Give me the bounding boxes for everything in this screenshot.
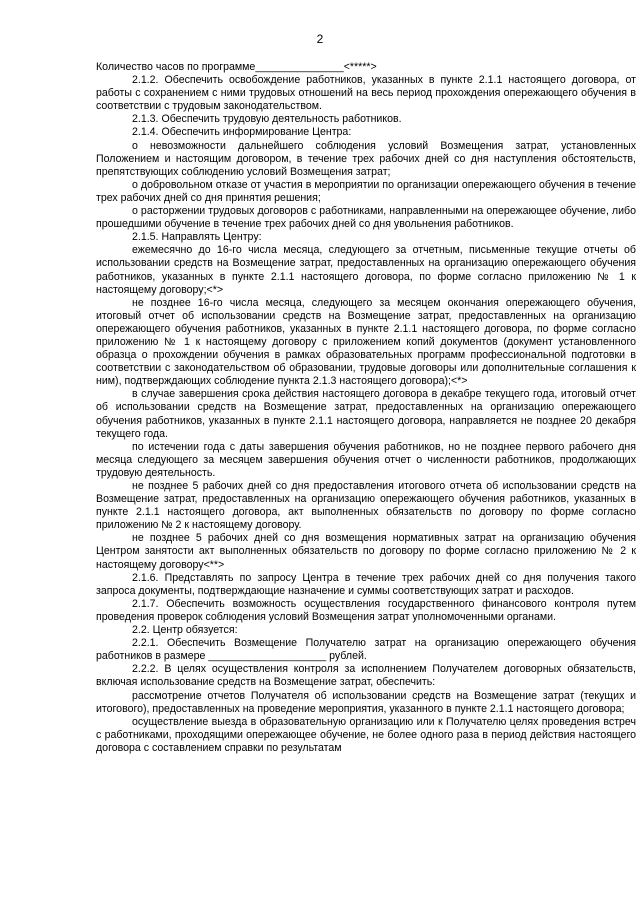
paragraph: по истечении года с даты завершения обучения работников, но не позднее первого рабочего дня месяца следующего за месяцем завершения обучения отчет о численности работников, продолжающих трудовую деятельность. [96, 440, 636, 479]
document-body [96, 61, 636, 755]
paragraph: 2.1.6. Представлять по запросу Центра в течение трех рабочих дней со дня получения такого запроса документы, подтверждающие назначение и суммы соответствующих затрат и расходов. [96, 571, 636, 597]
paragraph: Количество часов по программе_______________<*****> [96, 61, 377, 73]
paragraph: 2.2.1. Обеспечить Возмещение Получателю затрат на организацию опережающего обучения работников в размере ____________________ рублей. [96, 637, 636, 663]
paragraph: не позднее 16-го числа месяца, следующего за месяцем окончания опережающего обучения, итоговый отчет об использовании средств на Возмещение затрат, предоставленных на организацию опережающего обучения работников, указанных в пункте 2.1.1 настоящего договора, по форме согласно приложению № 1 к настоящему договору с приложением копий документов (документ установленного образца о прохождении обучения в рамках образовательных программ профессиональной подготовки в соответствии с законодательством об образовании, трудовые договоры или дополнительные соглашения к ним), подтверждающих соблюдение пункта 2.1.3 настоящего договора);<*> [96, 296, 636, 388]
paragraph: о расторжении трудовых договоров с работниками, направленными на опережающее обучение, либо прошедшими обучение в течение трех рабочих дней со дня увольнения работников. [96, 205, 636, 231]
paragraph: осуществление выезда в образовательную организацию или к Получателю целях проведения встреч с работниками, проходящими опережающее обучение, не более одного раза в период действия настоящего договора с составлением справки по результатам [96, 715, 636, 754]
paragraph: не позднее 5 рабочих дней со дня предоставления итогового отчета об использовании средств на Возмещение затрат, предоставленных на организацию опережающего обучения работников, указанных в пункте 2.1.1 настоящего договора, акт выполненных обязательств по договору по форме согласно приложению № 2 к настоящему договору. [96, 480, 636, 532]
paragraph: о невозможности дальнейшего соблюдения условий Возмещения затрат, установленных Положением и настоящим договором, в течение трех рабочих дней со дня наступления обстоятельств, препятствующих соблюдению условий Возмещения затрат; [96, 139, 636, 178]
paragraph: не позднее 5 рабочих дней со дня возмещения нормативных затрат на организацию обучения Центром занятости акт выполненных обязательств по договору по форме согласно приложению № 2 к настоящему договору<**> [96, 532, 636, 571]
paragraph: о добровольном отказе от участия в мероприятии по организации опережающего обучения в течение трех рабочих дней со дня принятия решения; [96, 178, 636, 204]
paragraph: 2.2.2. В целях осуществления контроля за исполнением Получателем договорных обязательств, включая использование средств на Возмещение затрат, обеспечить: [96, 663, 636, 689]
paragraph: 2.1.5. Направлять Центру: [132, 231, 262, 244]
paragraph: 2.1.3. Обеспечить трудовую деятельность работников. [132, 113, 402, 126]
paragraph: 2.1.4. Обеспечить информирование Центра: [132, 126, 352, 139]
paragraph: 2.2. Центр обязуется: [132, 624, 238, 637]
paragraph: рассмотрение отчетов Получателя об использовании средств на Возмещение затрат (текущих и итогового), предоставленных на проведение мероприятия, указанного в пункте 2.1.1 настоящего договора; [96, 689, 636, 715]
paragraph: 2.1.2. Обеспечить освобождение работников, указанных в пункте 2.1.1 настоящего договора, от работы с сохранением с ними трудовых отношений на весь период прохождения опережающего обучения в соответствии с трудовым законодательством. [96, 74, 636, 113]
paragraph: в случае завершения срока действия настоящего договора в декабре текущего года, итоговый отчет об использовании средств на Возмещение затрат, предоставленных на организацию опережающего обучения работников, указанных в пункте 2.1.1 настоящего договора, направляется не позднее 20 декабря текущего года. [96, 388, 636, 440]
paragraph: ежемесячно до 16-го числа месяца, следующего за отчетным, письменные текущие отчеты об использовании средств на Возмещение затрат, предоставленных на организацию опережающего обучения работников, указанных в пункте 2.1.1 настоящего договора, по форме согласно приложению № 1 к настоящему договору;<*> [96, 244, 636, 296]
page-number: 2 [316, 32, 324, 46]
paragraph: 2.1.7. Обеспечить возможность осуществления государственного финансового контроля путем проведения проверок соблюдения условий Возмещения затрат уполномоченными органами. [96, 597, 636, 623]
